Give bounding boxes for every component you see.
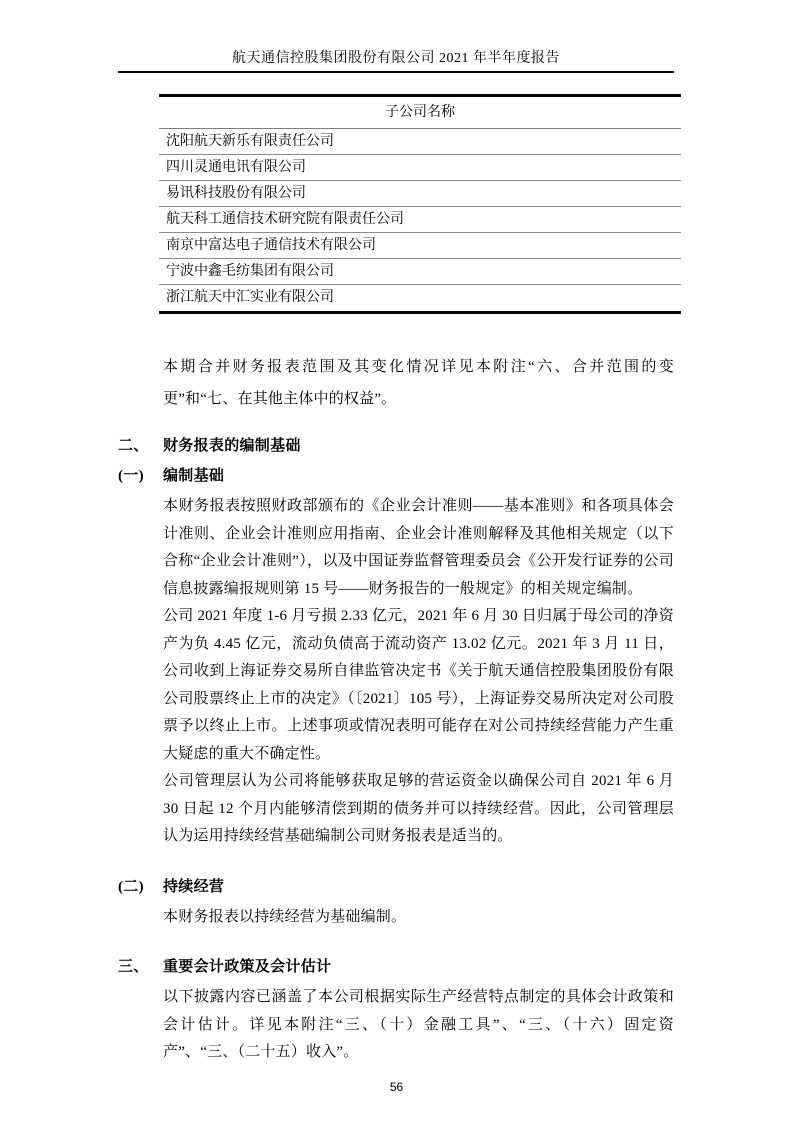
paragraph-preparation-3: 公司管理层认为公司将能够获取足够的营运资金以确保公司自 2021 年 6 月 30 日起 12 个月内能够清偿到期的债务并可以持续经营。因此，公司管理层认为运用持续经营基础编制公司财务报表是适当的。 [163,773,674,844]
page-number: 56 [389,1080,404,1094]
table-row: 易讯科技股份有限公司 [159,181,681,207]
table-row: 航天科工通信技术研究院有限责任公司 [159,207,681,233]
table-header-cell: 子公司名称 [159,97,681,129]
subsection-number: (二) [118,878,144,895]
section-heading-basis [118,436,674,457]
table-row: 沈阳航天新乐有限责任公司 [159,129,681,155]
subsection-title: 编制基础 [163,468,225,484]
paragraph-preparation-2: 公司 2021 年度 1-6 月亏损 2.33 亿元，2021 年 6 月 30 日归属于母公司的净资产为负 4.45 亿元，流动负债高于流动资产 13.02 亿元。2021 年 3 月 11 日，公司收到上海证券交易所自律监管决定书《关于航天通信控股集团股份有限公司股票终止上市的决定》（〔2021〕105 号），上海证券交易所决定对公司股票予以终止上市。上述事项或情况表明可能存在对公司持续经营能力产生重大疑虑的重大不确定性。 [163,608,674,762]
section-heading-policies [118,957,674,978]
page-content [118,0,674,1067]
page-footer [0,1080,793,1094]
paragraph-policies: 以下披露内容已涵盖了本公司根据实际生产经营特点制定的具体会计政策和会计估计。详见本附注“三、（十）金融工具”、“三、（十六）固定资产”、“三、（二十五）收入”。 [163,989,674,1060]
paragraph-preparation-1: 本财务报表按照财政部颁布的《企业会计准则——基本准则》和各项具体会计准则、企业会计准则应用指南、企业会计准则解释及其他相关规定（以下合称“企业会计准则”），以及中国证券监督管理委员会《公开发行证券的公司信息披露编报规则第 15 号——财务报告的一般规定》的相关规定编制。 [163,498,674,597]
table-row: 四川灵通电讯有限公司 [159,155,681,181]
header-rule [118,71,674,73]
subsection-number: (一) [118,468,144,484]
subsection-heading-going-concern [118,877,674,898]
table-row: 浙江航天中汇实业有限公司 [166,290,334,305]
subsidiary-table [159,94,681,314]
table-row: 南京中富达电子通信技术有限公司 [159,233,681,259]
section-number: 二、 [118,438,149,454]
intro-paragraph: 本期合并财务报表范围及其变化情况详见本附注“六、合并范围的变更”和“七、在其他主体中的权益”。 [163,359,674,407]
paragraph-going-concern: 本财务报表以持续经营为基础编制。 [163,908,407,925]
section-title: 重要会计政策及会计估计 [163,959,332,975]
page-header-title: 航天通信控股集团股份有限公司 2021 年半年度报告 [232,51,560,66]
section-number: 三、 [118,959,149,975]
subsection-heading-preparation [118,466,674,487]
section-title: 财务报表的编制基础 [163,438,301,454]
table-row: 宁波中鑫毛纺集团有限公司 [159,259,681,285]
subsection-title: 持续经营 [163,878,225,895]
